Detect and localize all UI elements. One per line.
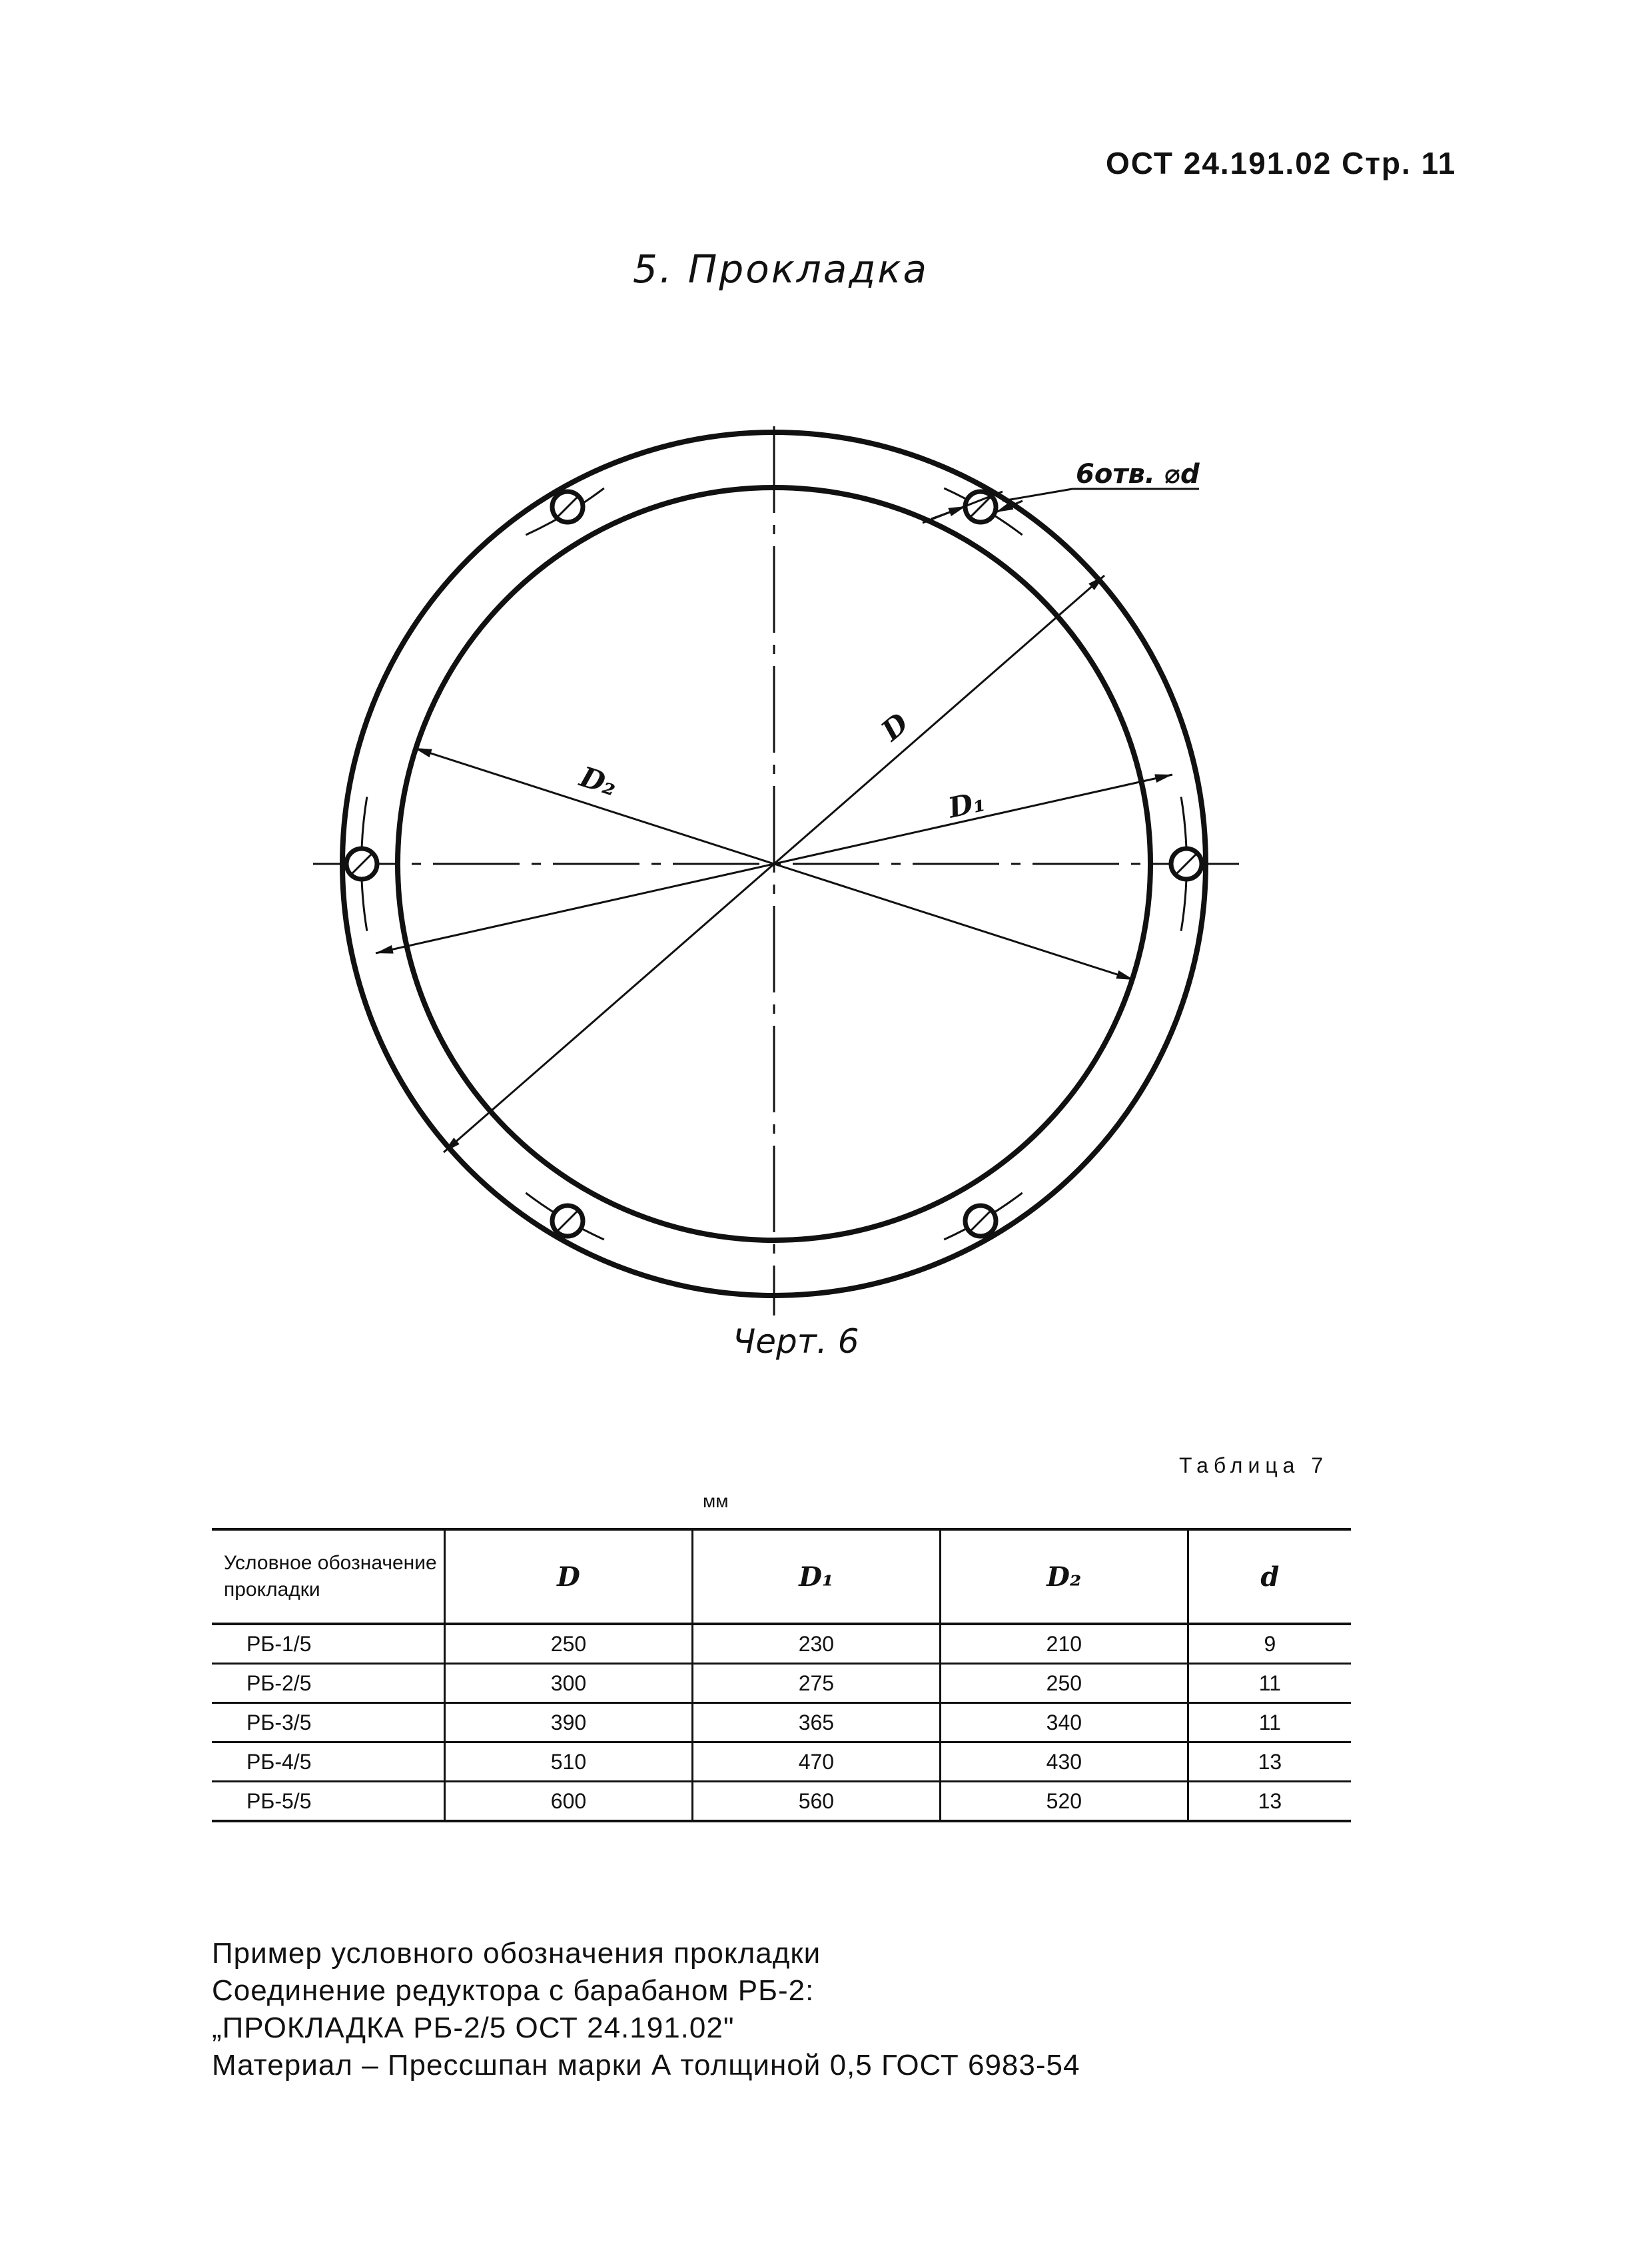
header-d: d	[1188, 1529, 1351, 1624]
table-row	[212, 1782, 1351, 1822]
cell-d: 9	[1188, 1624, 1351, 1664]
cell-designation: РБ-5/5	[246, 1788, 312, 1813]
dimension-lines	[376, 489, 1199, 1152]
header-designation: Условное обозначение прокладки	[224, 1552, 437, 1601]
cell-D1: 230	[692, 1624, 940, 1664]
cell-D2: 430	[940, 1742, 1188, 1782]
cell-D: 510	[445, 1742, 693, 1782]
hole-bottom-left	[552, 1206, 583, 1236]
hole-right	[1171, 849, 1202, 879]
header-D1: D₁	[692, 1529, 940, 1624]
cell-D: 250	[445, 1624, 693, 1664]
section-title: 5. Прокладка	[633, 246, 929, 292]
table-title: Таблица 7	[1179, 1453, 1329, 1477]
dim-D-opposite	[444, 864, 774, 1152]
example-line: „ПРОКЛАДКА РБ-2/5 ОСТ 24.191.02"	[212, 2012, 735, 2044]
cell-D1: 560	[692, 1782, 940, 1822]
designation-example	[212, 1935, 1080, 2084]
example-line: Соединение редуктора с барабаном РБ-2:	[212, 1974, 815, 2007]
cell-D1: 275	[692, 1664, 940, 1703]
table-row	[212, 1742, 1351, 1782]
example-line: Материал – Прессшпан марки А толщиной 0,5 ГОСТ 6983-54	[212, 2049, 1080, 2081]
cell-D2: 520	[940, 1782, 1188, 1822]
cell-D: 600	[445, 1782, 693, 1822]
cell-designation: РБ-4/5	[246, 1749, 312, 1774]
hole-top-left	[552, 492, 583, 522]
table-row	[212, 1664, 1351, 1703]
header-D: D	[445, 1529, 693, 1624]
cell-D: 390	[445, 1703, 693, 1742]
drawing-caption: Черт. 6	[733, 1322, 859, 1361]
header-D2: D₂	[940, 1529, 1188, 1624]
cell-d: 11	[1188, 1664, 1351, 1703]
hole-leader-arrow-2	[931, 506, 966, 519]
cell-D2: 210	[940, 1624, 1188, 1664]
hole-bottom-right	[965, 1206, 996, 1236]
label-D1: D₁	[945, 785, 989, 825]
hole-left	[346, 849, 377, 879]
table-row	[212, 1703, 1351, 1742]
cell-d: 13	[1188, 1742, 1351, 1782]
cell-designation: РБ-1/5	[246, 1631, 312, 1656]
dimensions-table	[212, 1528, 1351, 1822]
dim-D2-opposite	[774, 864, 1134, 980]
cell-D1: 470	[692, 1742, 940, 1782]
table-row	[212, 1624, 1351, 1664]
cell-d: 13	[1188, 1782, 1351, 1822]
cell-designation: РБ-2/5	[246, 1671, 312, 1695]
dim-D	[774, 575, 1104, 864]
table-unit: мм	[703, 1491, 729, 1511]
dim-D1-opposite	[376, 864, 774, 953]
label-D2: D₂	[576, 760, 621, 803]
cell-D1: 365	[692, 1703, 940, 1742]
label-D: D	[875, 706, 915, 747]
cell-D2: 250	[940, 1664, 1188, 1703]
cell-d: 11	[1188, 1703, 1351, 1742]
cell-D2: 340	[940, 1703, 1188, 1742]
hole-leader-ext	[1003, 489, 1072, 501]
cell-D: 300	[445, 1664, 693, 1703]
cell-designation: РБ-3/5	[246, 1710, 312, 1734]
center-lines	[313, 426, 1246, 1315]
table-header-row	[212, 1529, 1351, 1624]
label-holes: 6отв. ⌀d	[1076, 459, 1200, 490]
page-header: ОСТ 24.191.02 Стр. 11	[1106, 146, 1457, 181]
example-line: Пример условного обозначения прокладки	[212, 1937, 821, 1970]
